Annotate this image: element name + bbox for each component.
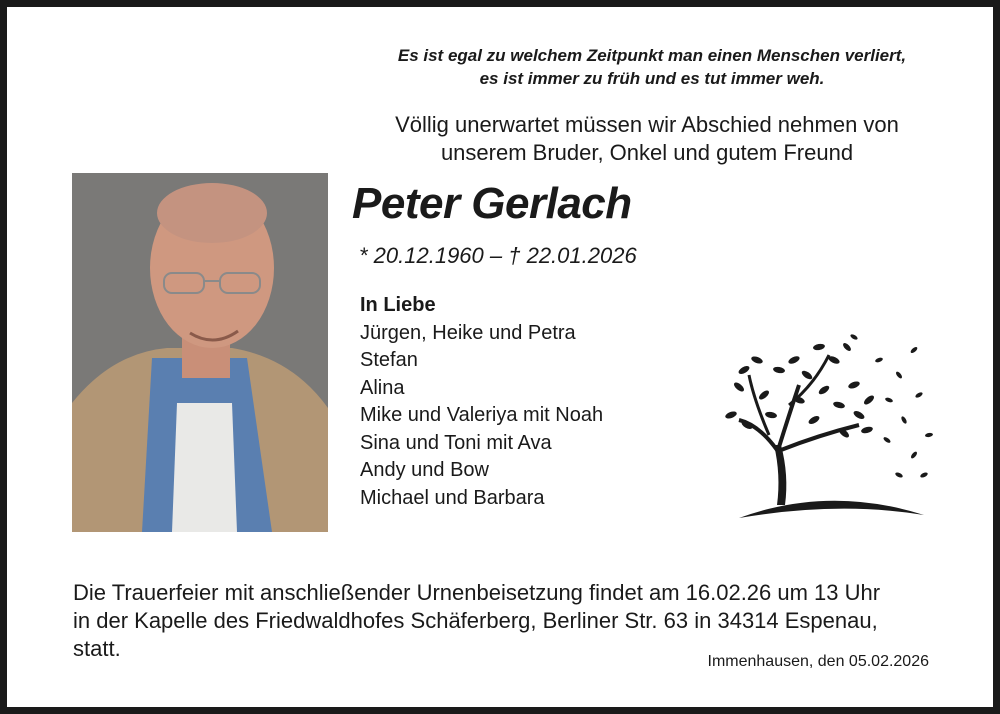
tree-with-falling-leaves-icon: [719, 325, 949, 525]
mourners-heading: In Liebe: [360, 294, 436, 316]
intro-line-2: unserem Bruder, Onkel und gutem Freund: [440, 140, 854, 165]
place-and-date: Immenhausen, den 05.02.2026: [707, 653, 929, 670]
opening-quote: [357, 44, 947, 90]
portrait-illustration: [72, 173, 328, 532]
intro-text: [347, 111, 947, 167]
mourners-list: [360, 292, 603, 512]
mourner-line: Alina: [360, 376, 405, 399]
service-line-3: statt.: [73, 636, 121, 661]
service-line-1: Die Trauerfeier mit anschließender Urnenbeisetzung findet am 16.02.26 um 13 Uhr: [73, 580, 881, 605]
life-dates: * 20.12.1960 – † 22.01.2026: [359, 243, 637, 268]
quote-line-2: es ist immer zu früh und es tut immer weh.: [479, 69, 825, 88]
mourner-line: Michael und Barbara: [360, 486, 545, 509]
deceased-name: Peter Gerlach: [352, 179, 632, 228]
intro-line-1: Völlig unerwartet müssen wir Abschied nehmen von: [395, 112, 899, 137]
obituary-card: [7, 7, 993, 707]
mourner-line: Stefan: [360, 349, 418, 371]
mourner-line: Sina und Toni mit Ava: [360, 431, 552, 454]
mourner-line: Mike und Valeriya mit Noah: [360, 404, 604, 426]
service-announcement: [73, 579, 973, 663]
portrait-photo: [72, 173, 328, 532]
service-line-2: in der Kapelle des Friedwaldhofes Schäferberg, Berliner Str. 63 in 34314 Espenau,: [73, 608, 878, 633]
quote-line-1: Es ist egal zu welchem Zeitpunkt man einen Menschen verliert,: [397, 46, 907, 65]
mourner-line: Jürgen, Heike und Petra: [360, 321, 576, 344]
mourner-line: Andy und Bow: [360, 459, 489, 481]
